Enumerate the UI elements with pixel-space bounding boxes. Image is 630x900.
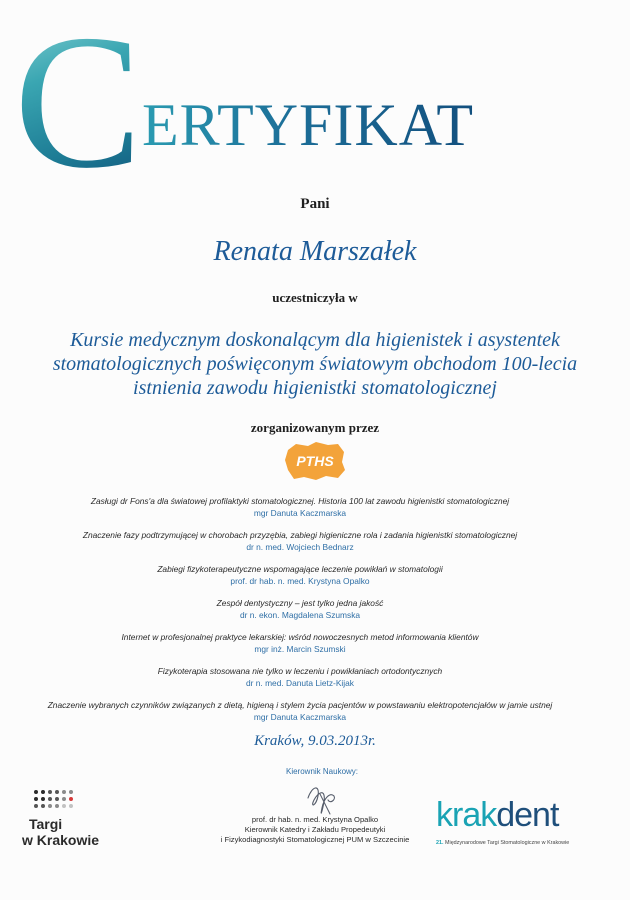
targi-logo-dot <box>48 804 52 808</box>
lecture-speaker: dr n. med. Wojciech Bednarz <box>246 542 354 552</box>
targi-logo-line1: Targi <box>29 816 63 832</box>
signatory-line: prof. dr hab. n. med. Krystyna Opalko <box>251 815 379 824</box>
course-line: Kursie medycznym doskonalącym dla higienistek i asystentek <box>70 329 560 351</box>
course-title <box>0 328 630 400</box>
targi-logo-dot <box>34 804 38 808</box>
lecture-topic: Znaczenie fazy podtrzymującej w chorobach przyzębia, zabiegi higieniczne rola i zadania higienistki stomatologicznej <box>82 530 518 540</box>
lecture-topic: Zasługi dr Fons'a dla światowej profilaktyki stomatologicznej. Historia 100 lat zawodu higienistki stomatologicznej <box>90 496 510 506</box>
targi-logo-dot <box>41 790 45 794</box>
targi-logo-dot <box>69 804 73 808</box>
title-text: ERTYFIKAT <box>142 92 475 158</box>
lecture-topic: Zabiegi fizykoterapeutyczne wspomagające leczenie powikłań w stomatologii <box>157 564 443 574</box>
krakdent-logo-word <box>436 798 558 832</box>
krakdent-logo-word-part2: dent <box>496 796 559 834</box>
signatory-block <box>200 815 430 845</box>
targi-logo-dot <box>55 790 59 794</box>
targi-logo-dots <box>34 790 94 814</box>
lecture-item <box>0 529 600 553</box>
place-date: Kraków, 9.03.2013r. <box>254 733 376 749</box>
lecture-item <box>0 597 600 621</box>
lecture-list <box>0 495 600 733</box>
krakdent-logo-number: 21. <box>436 840 444 846</box>
targi-logo-dot <box>48 790 52 794</box>
targi-logo-line2: w Krakowie <box>22 832 100 848</box>
salutation: Pani <box>300 196 330 212</box>
course-line: istnienia zawodu higienistki stomatologicznej <box>133 377 497 399</box>
targi-logo-dot <box>62 804 66 808</box>
participated-label: uczestniczyła w <box>272 290 358 305</box>
lecture-item <box>0 563 600 587</box>
lecture-item <box>0 631 600 655</box>
krakdent-logo-tagline <box>436 840 569 846</box>
signatory-line: i Fizykodiagnostyki Stomatologicznej PUM w Szczecinie <box>220 835 410 844</box>
targi-logo-dot <box>41 797 45 801</box>
lecture-item <box>0 665 600 689</box>
lecture-topic: Fizykoterapia stosowana nie tylko w leczeniu i powikłaniach ortodontycznych <box>157 666 443 676</box>
organizer-logo <box>282 440 348 482</box>
targi-logo-dot <box>69 790 73 794</box>
lecture-speaker: mgr Danuta Kaczmarska <box>253 712 347 722</box>
krakdent-logo-word-part1: krak <box>436 796 497 834</box>
targi-logo-dot <box>69 797 73 801</box>
targi-logo-dot <box>62 790 66 794</box>
lecture-speaker: dr n. med. Danuta Lietz-Kijak <box>246 678 354 688</box>
targi-logo-dot <box>48 797 52 801</box>
signature-heading: Kierownik Naukowy: <box>285 767 359 776</box>
targi-logo-dot <box>62 797 66 801</box>
lecture-speaker: mgr inż. Marcin Szumski <box>254 644 346 654</box>
lecture-topic: Zespół dentystyczny – jest tylko jedna jakość <box>216 598 384 608</box>
course-line: stomatologicznych poświęconym światowym obchodom 100-lecia <box>52 353 578 375</box>
targi-logo-dot <box>34 797 38 801</box>
signatory-line: Kierownik Katedry i Zakładu Propedeutyki <box>244 825 386 834</box>
lecture-item <box>0 699 600 723</box>
targi-logo-dot <box>34 790 38 794</box>
organizer-logo-text: PTHS <box>296 453 334 469</box>
targi-logo-dot <box>55 804 59 808</box>
lecture-topic: Internet w profesjonalnej praktyce lekarskiej: wśród nowoczesnych metod informowania klientów <box>121 632 479 642</box>
lecture-speaker: dr n. ekon. Magdalena Szumska <box>239 610 361 620</box>
lecture-item <box>0 495 600 519</box>
recipient-name: Renata Marszałek <box>213 236 417 267</box>
title-initial-letter: C <box>14 0 143 208</box>
handwritten-signature <box>300 778 344 820</box>
krakdent-logo-tagline-text: Międzynarodowe Targi Stomatologiczne w Krakowie <box>445 840 570 846</box>
targi-logo-dot <box>55 797 59 801</box>
lecture-topic: Znaczenie wybranych czynników związanych z dietą, higieną i stylem życia pacjentów w powstawaniu elektropotencjałów w jamie ustnej <box>47 700 553 710</box>
lecture-speaker: prof. dr hab. n. med. Krystyna Opalko <box>230 576 370 586</box>
targi-logo-dot <box>41 804 45 808</box>
targi-logo <box>22 790 126 852</box>
organized-by-label: zorganizowanym przez <box>250 420 380 435</box>
krakdent-logo <box>436 798 611 856</box>
lecture-speaker: mgr Danuta Kaczmarska <box>253 508 347 518</box>
